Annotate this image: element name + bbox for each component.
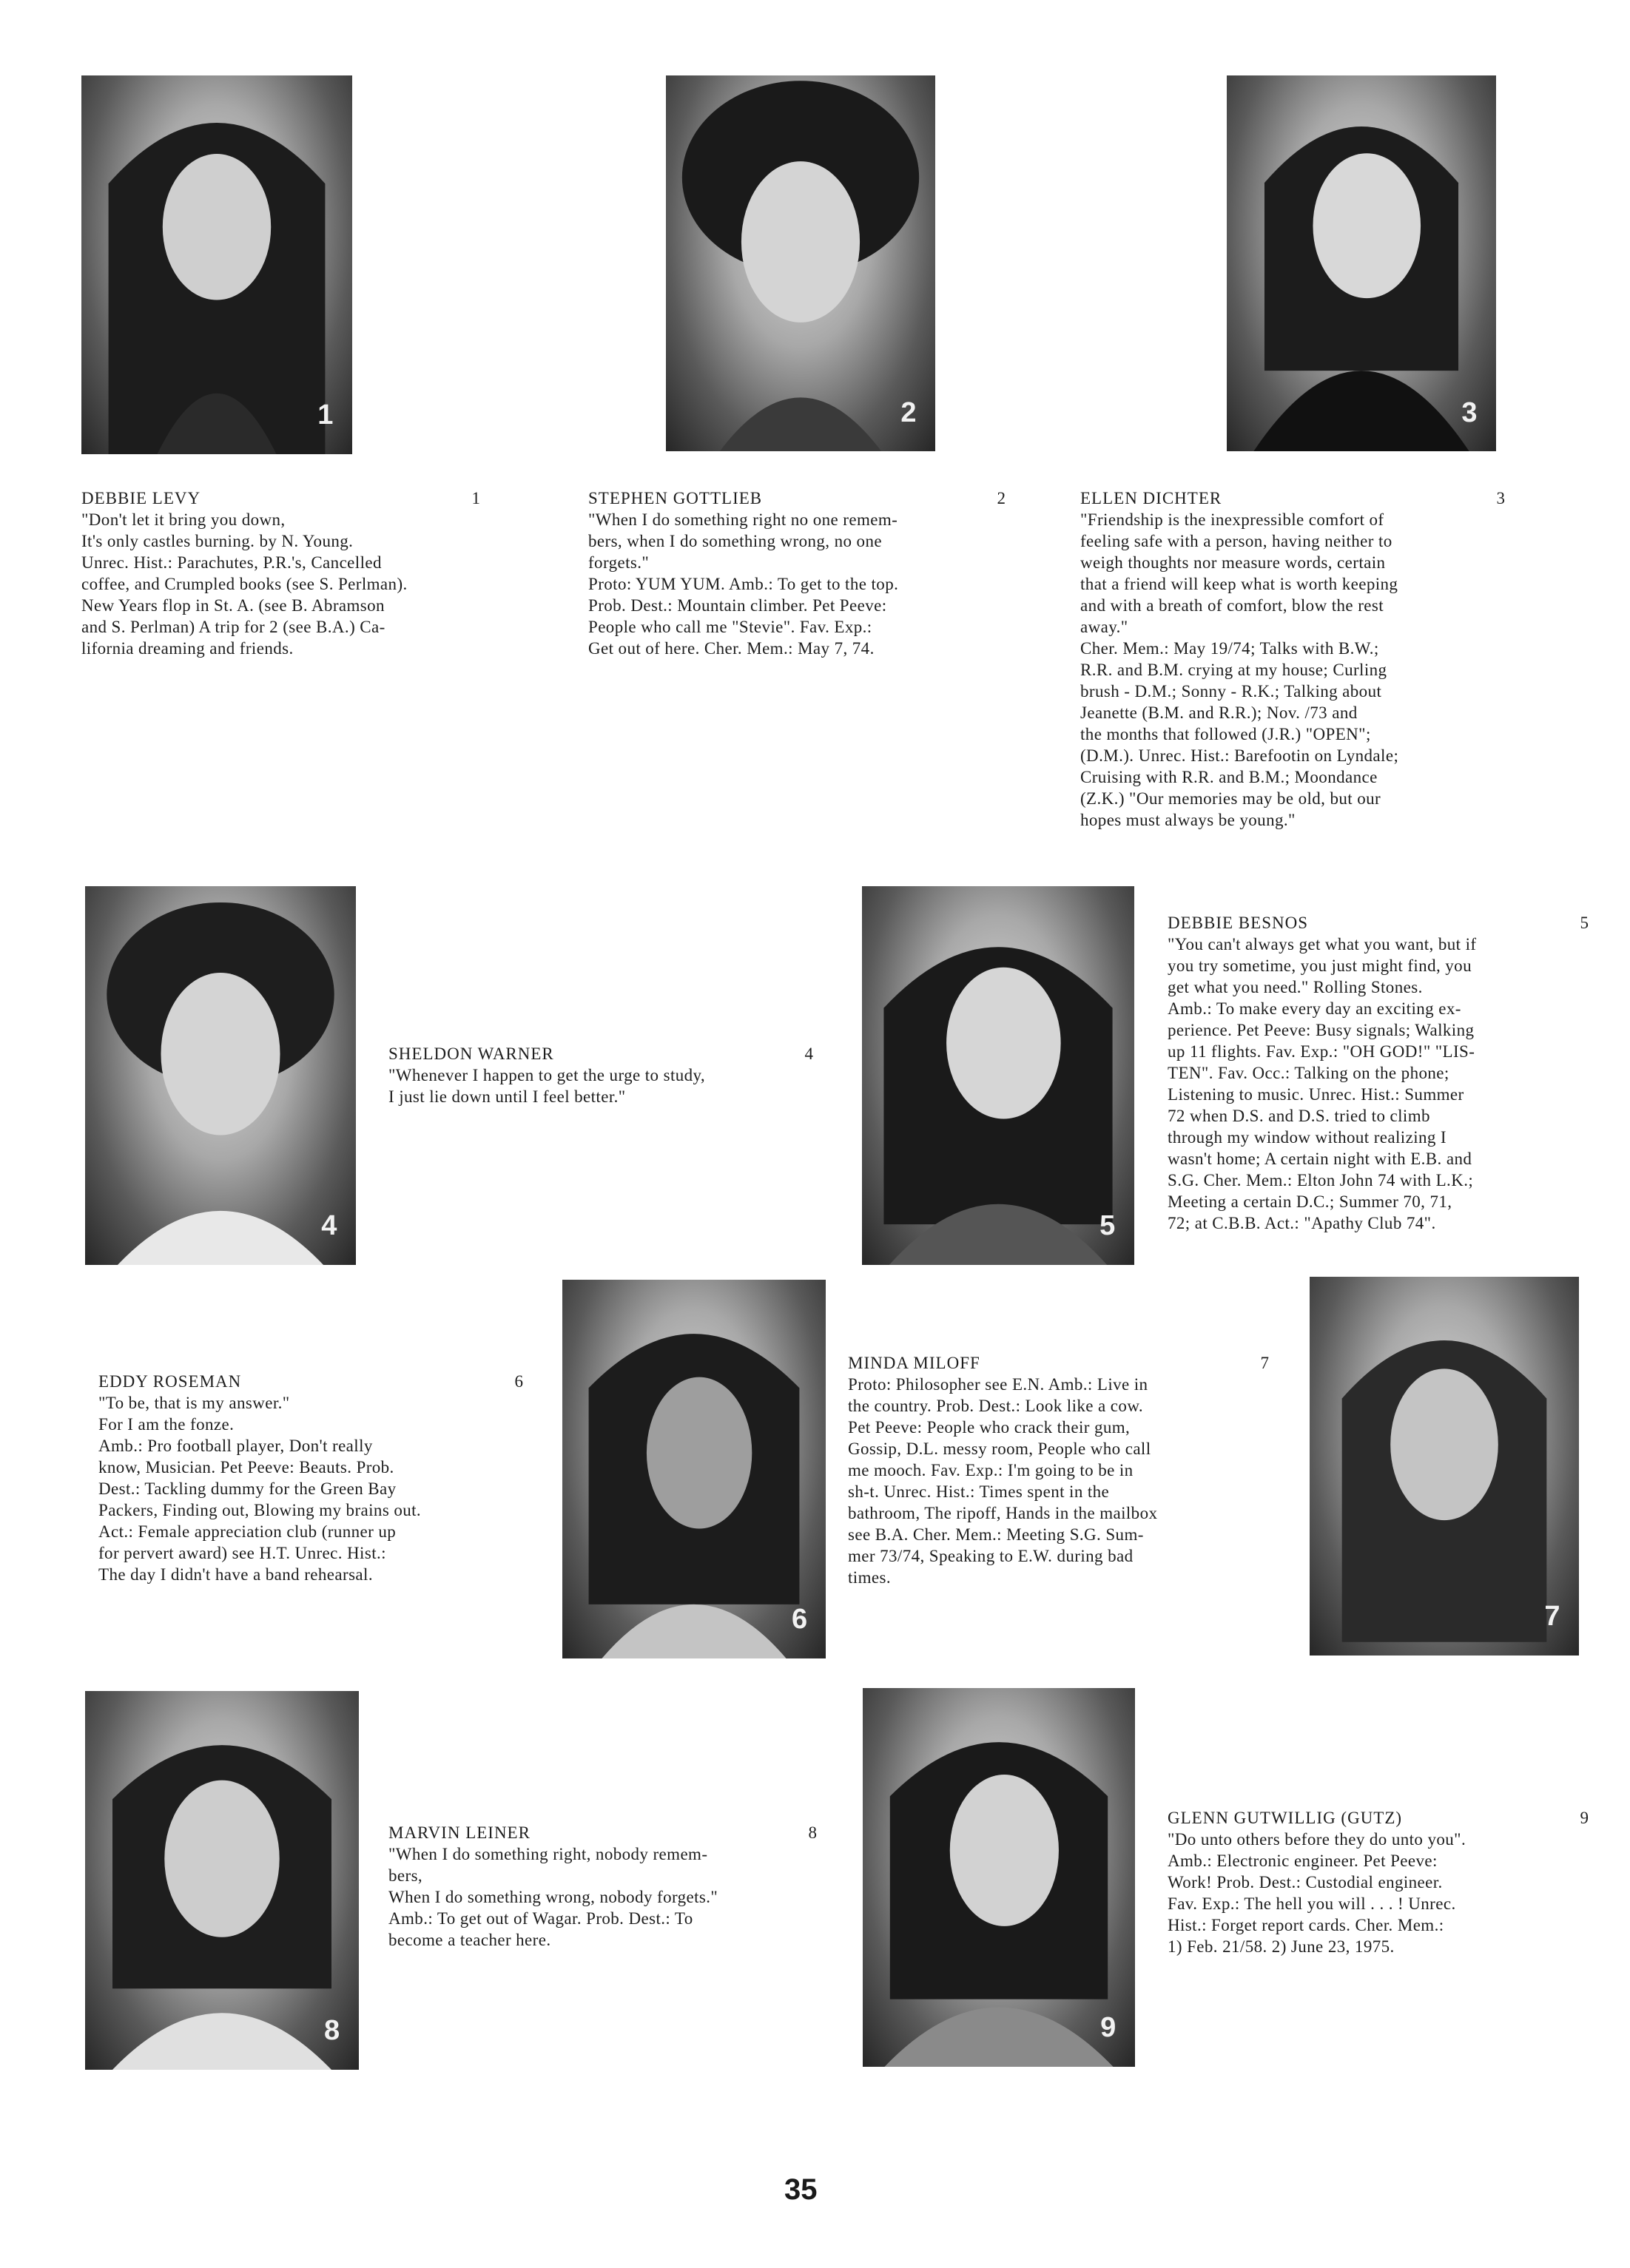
student-name: GLENN GUTWILLIG (GUTZ) [1168, 1809, 1403, 1827]
student-text: "Don't let it bring you down, It's only castles burning. by N. Young. Unrec. Hist.: Parachutes, P.R.'s, Cancelled coffee, and Crumpled books (see S. Perlman). New Years flop in St. A. (see B. Abramson and S. Perlman) A trip for 2 (see B.A.) Ca- lifornia dreaming and friends. [81, 510, 408, 658]
portrait-photo-3 [1227, 75, 1496, 451]
student-caption-4 [388, 1043, 814, 1107]
student-caption-7 [848, 1352, 1270, 1588]
student-name: ELLEN DICHTER [1080, 489, 1222, 507]
student-number: 9 [1580, 1809, 1589, 1827]
student-text: "You can't always get what you want, but if you try sometime, you just might find, you get what you need." Rolling Stones. Amb.: To make every day an exciting ex- perience. Pet Peeve: Busy signals; Walking up 11 flights. Fav. Exp.: "OH GOD!" "LIS- TEN". Fav. Occ.: Talking on the phone; Listening to music. Unrec. Hist.: Summer 72 when D.S. and D.S. tried to climb through my window without realizing I wasn't home; A certain night with E.B. and S.G. Cher. Mem.: Elton John 74 with L.K.; Meeting a certain D.C.; Summer 70, 71, 72; at C.B.B. Act.: "Apathy Club 74". [1168, 935, 1477, 1232]
page-number: 35 [784, 2173, 818, 2206]
photo-number: 8 [323, 2015, 340, 2047]
student-number: 2 [997, 489, 1006, 507]
portrait-photo-9 [863, 1688, 1135, 2067]
photo-number: 3 [1461, 396, 1478, 428]
student-number: 4 [804, 1044, 814, 1063]
portrait-photo-4 [85, 886, 356, 1265]
portrait-photo-8 [85, 1691, 359, 2070]
student-caption-3 [1080, 487, 1506, 831]
student-name: EDDY ROSEMAN [98, 1372, 242, 1391]
student-number: 8 [808, 1823, 818, 1842]
student-text: "Whenever I happen to get the urge to study, I just lie down until I feel better." [388, 1066, 706, 1106]
student-caption-9 [1168, 1807, 1589, 1957]
photo-number: 2 [900, 396, 917, 428]
student-name: DEBBIE LEVY [81, 489, 201, 507]
student-caption-8 [388, 1822, 818, 1951]
photo-number: 5 [1099, 1210, 1116, 1242]
student-number: 7 [1260, 1354, 1270, 1372]
student-caption-6 [98, 1371, 524, 1585]
portrait-photo-1 [81, 75, 352, 454]
photo-number: 7 [1544, 1601, 1560, 1633]
student-caption-2 [588, 487, 1006, 659]
photo-number: 6 [791, 1604, 808, 1636]
student-text: "To be, that is my answer." For I am the fonze. Amb.: Pro football player, Don't really know, Musician. Pet Peeve: Beauts. Prob. Dest.: Tackling dummy for the Green Bay Packers, Finding out, Blowing my brains out. Act.: Female appreciation club (runner up for pervert award) see H.T. Unrec. Hist.: The day I didn't have a band rehearsal. [98, 1394, 422, 1584]
student-caption-1 [81, 487, 481, 659]
student-text: "When I do something right, nobody remem- bers, When I do something wrong, nobody forgets." Amb.: To get out of Wagar. Prob. Dest.: To become a teacher here. [388, 1845, 718, 1949]
portrait-photo-2 [666, 75, 935, 451]
portrait-photo-5 [862, 886, 1134, 1265]
student-text: Proto: Philosopher see E.N. Amb.: Live in the country. Prob. Dest.: Look like a cow. Pet Peeve: People who crack their gum, Gossip, D.L. messy room, People who call me mooch. Fav. Exp.: I'm going to be in sh-t. Unrec. Hist.: Times spent in the bathroom, The ripoff, Hands in the mailbox see B.A. Cher. Mem.: Meeting S.G. Sum- mer 73/74, Speaking to E.W. during bad times. [848, 1375, 1158, 1587]
student-name: MINDA MILOFF [848, 1354, 980, 1372]
student-number: 6 [514, 1372, 524, 1391]
student-number: 3 [1496, 489, 1506, 507]
photo-number: 9 [1100, 2012, 1117, 2044]
portrait-photo-6 [562, 1280, 826, 1658]
student-text: "Do unto others before they do unto you". Amb.: Electronic engineer. Pet Peeve: Work! Prob. Dest.: Custodial engineer. Fav. Exp.: The hell you will . . . ! Unrec. Hist.: Forget report cards. Cher. Mem.: 1) Feb. 21/58. 2) June 23, 1975. [1168, 1830, 1466, 1956]
photo-number: 4 [321, 1210, 337, 1242]
student-text: "When I do something right no one remem- bers, when I do something wrong, no one forgets." Proto: YUM YUM. Amb.: To get to the top. Prob. Dest.: Mountain climber. Pet Peeve: People who call me "Stevie". Fav. Exp.: Get out of here. Cher. Mem.: May 7, 74. [588, 510, 899, 658]
student-number: 5 [1580, 914, 1589, 932]
photo-number: 1 [317, 399, 334, 431]
student-name: DEBBIE BESNOS [1168, 914, 1308, 932]
student-caption-5 [1168, 912, 1589, 1234]
student-number: 1 [471, 489, 481, 507]
student-name: STEPHEN GOTTLIEB [588, 489, 763, 507]
student-name: SHELDON WARNER [388, 1044, 554, 1063]
portrait-photo-7 [1310, 1277, 1579, 1656]
student-text: "Friendship is the inexpressible comfort of feeling safe with a person, having neither to weigh thoughts nor measure words, certain that a friend will keep what is worth keeping and with a breath of comfort, blow the rest away." Cher. Mem.: May 19/74; Talks with B.W.; R.R. and B.M. crying at my house; Curling brush - D.M.; Sonny - R.K.; Talking about Jeanette (B.M. and R.R.); Nov. /73 and the months that followed (J.R.) "OPEN"; (D.M.). Unrec. Hist.: Barefootin on Lyndale; Cruising with R.R. and B.M.; Moondance (Z.K.) "Our memories may be old, but our hopes must always be young." [1080, 510, 1399, 829]
student-name: MARVIN LEINER [388, 1823, 531, 1842]
